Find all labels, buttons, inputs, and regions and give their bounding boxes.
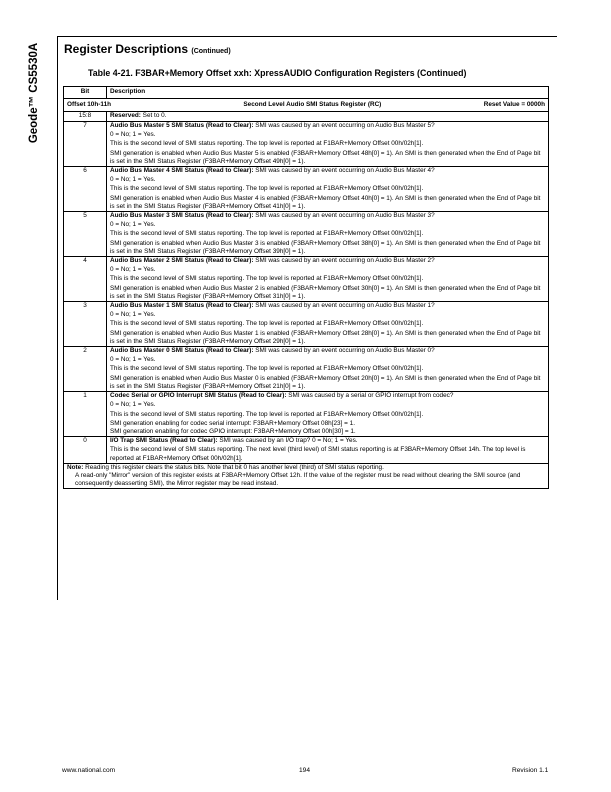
field-title: Codec Serial or GPIO Interrupt SMI Status (Read to Clear):: [110, 392, 287, 400]
field-title: Audio Bus Master 1 SMI Status (Read to Clear):: [110, 302, 254, 310]
field-title: Audio Bus Master 0 SMI Status (Read to Clear):: [110, 347, 254, 355]
field-detail: 0 = No; 1 = Yes.: [110, 221, 156, 229]
note-label: Note:: [67, 463, 84, 471]
field-lead: SMI was caused by an event occurring on Audio Bus Master 3?: [253, 212, 435, 220]
field-lead: SMI was caused by an event occurring on Audio Bus Master 2?: [253, 257, 435, 265]
footer-page-number: 194: [299, 767, 311, 774]
field-detail: This is the second level of SMI status reporting. The top level is reported at F1BAR+Memory Offset 00h/02h[1].: [110, 410, 424, 418]
field-detail: 0 = No; 1 = Yes.: [110, 401, 156, 409]
register-name: Second Level Audio SMI Status Register (RC): [243, 100, 382, 108]
bit-description: [107, 167, 549, 212]
field-detail: This is the second level of SMI status reporting. The top level is reported at F1BAR+Memory Offset 00h/02h[1].: [110, 230, 424, 238]
bit-value: 7: [64, 122, 107, 167]
section-title-suffix: (Continued): [191, 48, 231, 55]
field-detail: SMI generation is enabled when Audio Bus Master 3 is enabled (F3BAR+Memory Offset 38h[0] = 1). An SMI is then generated when the End of Page bit is set in the SMI Status Register (F3BAR+Memory Offset 39h[0] = 1).: [110, 239, 541, 255]
register-table: [63, 86, 549, 489]
note-line-2: A read-only "Mirror" version of this register exists at F3BAR+Memory Offset 12h. If the value of the register must be read without clearing the SMI source (and consequently deasserting SMI), the Mirror register may be read instead.: [75, 471, 521, 488]
field-title: Audio Bus Master 3 SMI Status (Read to Clear):: [110, 212, 254, 220]
bit-value: 3: [64, 302, 107, 347]
field-detail: This is the second level of SMI status reporting. The top level is reported at F1BAR+Memory Offset 00h/02h[1].: [110, 320, 424, 328]
field-detail: This is the second level of SMI status reporting. The top level is reported at F1BAR+Memory Offset 00h/02h[1].: [110, 140, 424, 148]
field-detail: 0 = No; 1 = Yes.: [110, 311, 156, 319]
note-row: [64, 463, 549, 489]
field-lead: SMI was caused by an event occurring on Audio Bus Master 0?: [253, 347, 435, 355]
bit-description: [107, 347, 549, 392]
field-detail: This is the second level of SMI status reporting. The top level is reported at F1BAR+Memory Offset 00h/02h[1].: [110, 185, 424, 193]
section-title-text: Register Descriptions: [64, 42, 189, 56]
bit-value: 5: [64, 212, 107, 257]
table-row: [64, 437, 549, 464]
field-title: I/O Trap SMI Status (Read to Clear):: [110, 437, 218, 445]
field-lead: SMI was caused by a serial or GPIO interrupt from codec?: [286, 392, 454, 400]
table-caption: Table 4-21. F3BAR+Memory Offset xxh: XpressAUDIO Configuration Registers (Continued): [88, 68, 467, 78]
field-detail: SMI generation is enabled when Audio Bus Master 5 is enabled (F3BAR+Memory Offset 48h[0] = 1). An SMI is then generated when the End of Page bit is set in the SMI Status Register (F3BAR+Memory Offset 49h[0] = 1).: [110, 149, 541, 165]
table-row-reserved: [64, 112, 549, 122]
field-detail: SMI generation is enabled when Audio Bus Master 4 is enabled (F3BAR+Memory Offset 40h[0] = 1). An SMI is then generated when the End of Page bit is set in the SMI Status Register (F3BAR+Memory Offset 41h[0] = 1).: [110, 194, 541, 210]
table-row: [64, 257, 549, 302]
field-lead: SMI was caused by an event occurring on Audio Bus Master 4?: [253, 167, 435, 175]
field-detail: This is the second level of SMI status reporting. The top level is reported at F1BAR+Memory Offset 00h/02h[1].: [110, 275, 424, 283]
bit-description: [107, 437, 549, 464]
field-lead: SMI was caused by an I/O trap? 0 = No; 1 = Yes.: [217, 437, 358, 445]
field-detail: 0 = No; 1 = Yes.: [110, 131, 156, 139]
bit-description: [107, 257, 549, 302]
register-reset-value: Reset Value = 0000h: [483, 100, 545, 108]
table-row: [64, 122, 549, 167]
register-offset: Offset 10h-11h: [67, 100, 112, 108]
table-row: [64, 167, 549, 212]
footer-revision: Revision 1.1: [512, 767, 549, 774]
reserved-text: Set to 0.: [140, 112, 167, 119]
field-title: Audio Bus Master 5 SMI Status (Read to Clear):: [110, 122, 254, 129]
field-detail: 0 = No; 1 = Yes.: [110, 356, 156, 364]
table-header-row: [64, 87, 549, 99]
field-detail: SMI generation is enabled when Audio Bus Master 1 is enabled (F3BAR+Memory Offset 28h[0] = 1). An SMI is then generated when the End of Page bit is set in the SMI Status Register (F3BAR+Memory Offset 29h[0] = 1).: [110, 329, 541, 345]
bit-description: [107, 112, 549, 122]
footer-website: www.national.com: [62, 767, 116, 774]
table-row: [64, 302, 549, 347]
bit-description: [107, 302, 549, 347]
bit-value: 4: [64, 257, 107, 302]
bit-value: 2: [64, 347, 107, 392]
table-row: [64, 212, 549, 257]
bit-value: 0: [64, 437, 107, 464]
side-product-title-text: Geode™ CS5530A: [28, 42, 40, 144]
left-rule: [57, 36, 58, 600]
bit-description: [107, 212, 549, 257]
field-detail: This is the second level of SMI status reporting. The top level is reported at F1BAR+Memory Offset 00h/02h[1].: [110, 365, 424, 373]
bit-column-header: Bit: [64, 87, 107, 99]
register-offset-row: [64, 99, 549, 112]
bit-value: 6: [64, 167, 107, 212]
field-detail: SMI generation is enabled when Audio Bus Master 0 is enabled (F3BAR+Memory Offset 20h[0] = 1). An SMI is then generated when the End of Page bit is set in the SMI Status Register (F3BAR+Memory Offset 21h[0] = 1).: [110, 374, 541, 390]
section-title: [64, 42, 231, 56]
field-detail: 0 = No; 1 = Yes.: [110, 176, 156, 184]
field-detail: 0 = No; 1 = Yes.: [110, 266, 156, 274]
field-detail: SMI generation enabling for codec serial interrupt: F3BAR+Memory Offset 08h[23] = 1. SMI generation enabling for codec GPIO interrupt: F3BAR+Memory Offset 00h[30] = 1.: [110, 419, 356, 435]
side-product-title: [26, 38, 42, 148]
top-rule: [57, 36, 557, 37]
field-detail: SMI generation is enabled when Audio Bus Master 2 is enabled (F3BAR+Memory Offset 30h[0] = 1). An SMI is then generated when the End of Page bit is set in the SMI Status Register (F3BAR+Memory Offset 31h[0] = 1).: [110, 284, 541, 300]
note-line-1: Reading this register clears the status bits. Note that bit 0 has another level (third) of SMI status reporting.: [83, 463, 384, 471]
reserved-label: Reserved:: [110, 112, 141, 119]
bit-value: 15:8: [64, 112, 107, 122]
bit-description: [107, 392, 549, 437]
field-title: Audio Bus Master 4 SMI Status (Read to Clear):: [110, 167, 254, 175]
field-detail: This is the second level of SMI status reporting. The next level (third level) of SMI status reporting is at F3BAR+Memory Offset 14h. The top level is reported at F1BAR+Memory Offset 00h/02h[1].: [110, 446, 526, 462]
table-row: [64, 347, 549, 392]
description-column-header: Description: [107, 87, 549, 99]
field-lead: SMI was caused by an event occurring on Audio Bus Master 5?: [253, 122, 435, 129]
bit-description: [107, 122, 549, 167]
bit-value: 1: [64, 392, 107, 437]
field-title: Audio Bus Master 2 SMI Status (Read to Clear):: [110, 257, 254, 265]
field-lead: SMI was caused by an event occurring on Audio Bus Master 1?: [253, 302, 435, 310]
table-row: [64, 392, 549, 437]
